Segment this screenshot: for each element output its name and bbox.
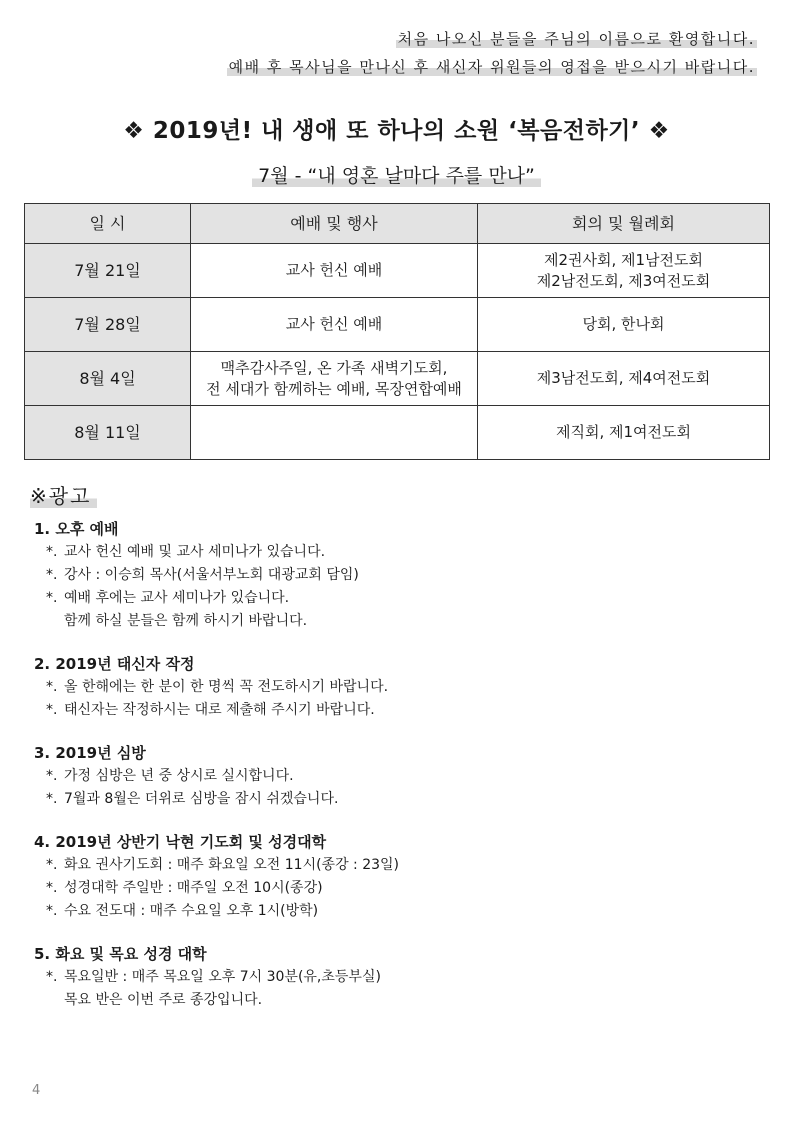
row-date: 7월 21일 bbox=[25, 244, 191, 298]
row-meetings: 제직회, 제1여전도회 bbox=[478, 406, 770, 460]
row-date: 7월 28일 bbox=[25, 298, 191, 352]
list-item bbox=[34, 676, 764, 699]
list-item bbox=[34, 541, 764, 564]
welcome-line-1: 처음 나오신 분들을 주님의 이름으로 환영합니다. bbox=[397, 30, 755, 48]
announcement-section bbox=[34, 742, 764, 811]
item-continuation: 목요 반은 이번 주로 종강입니다. bbox=[64, 992, 263, 1008]
item-text: 목요일반 : 매주 목요일 오후 7시 30분(유,초등부실) bbox=[64, 969, 381, 985]
bullet-marker: *. bbox=[46, 857, 58, 873]
event-line: 맥추감사주일, 온 가족 새벽기도회, bbox=[220, 358, 448, 377]
page-number: 4 bbox=[32, 1083, 41, 1098]
list-item bbox=[34, 765, 764, 788]
row-event: 교사 헌신 예배 bbox=[191, 244, 478, 298]
row-date: 8월 4일 bbox=[25, 352, 191, 406]
table-row bbox=[25, 352, 770, 406]
item-text: 예배 후에는 교사 세미나가 있습니다. bbox=[64, 590, 290, 606]
row-meetings: 제3남전도회, 제4여전도회 bbox=[478, 352, 770, 406]
schedule-header-row bbox=[25, 204, 770, 244]
list-item bbox=[34, 699, 764, 722]
item-text: 태신자는 작정하시는 대로 제출해 주시기 바랍니다. bbox=[64, 702, 375, 718]
table-row bbox=[25, 298, 770, 352]
bullet-marker: *. bbox=[46, 702, 58, 718]
table-row bbox=[25, 406, 770, 460]
bullet-marker: *. bbox=[46, 903, 58, 919]
row-event bbox=[191, 406, 478, 460]
announcement-section bbox=[34, 943, 764, 1012]
header-meetings: 회의 및 월례회 bbox=[478, 204, 770, 244]
item-text: 교사 헌신 예배 및 교사 세미나가 있습니다. bbox=[64, 544, 326, 560]
header-services: 예배 및 행사 bbox=[191, 204, 478, 244]
list-item bbox=[34, 877, 764, 900]
item-text: 성경대학 주일반 : 매주일 오전 10시(종강) bbox=[64, 880, 323, 896]
item-text: 올 한해에는 한 분이 한 명씩 꼭 전도하시기 바랍니다. bbox=[64, 679, 389, 695]
item-text: 강사 : 이승희 목사(서울서부노회 대광교회 담임) bbox=[64, 567, 359, 583]
row-event bbox=[191, 352, 478, 406]
item-text: 수요 전도대 : 매주 수요일 오후 1시(방학) bbox=[64, 903, 319, 919]
item-text: 7월과 8월은 더위로 심방을 잠시 쉬겠습니다. bbox=[64, 791, 339, 807]
announcements bbox=[34, 518, 764, 1032]
section-title: 4. 2019년 상반기 낙현 기도회 및 성경대학 bbox=[34, 833, 327, 851]
row-meetings: 당회, 한나회 bbox=[478, 298, 770, 352]
bullet-marker: *. bbox=[46, 590, 58, 606]
announcement-section bbox=[34, 831, 764, 923]
announcements-heading: ※광고 bbox=[30, 480, 97, 509]
bullet-marker: *. bbox=[46, 791, 58, 807]
bullet-marker: *. bbox=[46, 969, 58, 985]
bullet-marker: *. bbox=[46, 544, 58, 560]
meeting-line: 제2권사회, 제1남전도회 bbox=[543, 250, 704, 269]
bullet-marker: *. bbox=[46, 880, 58, 896]
list-item bbox=[34, 587, 764, 610]
welcome-line-2: 예배 후 목사님을 만나신 후 새신자 위원들의 영접을 받으시기 바랍니다. bbox=[228, 58, 755, 76]
bullet-marker: *. bbox=[46, 768, 58, 784]
bullet-marker: *. bbox=[46, 679, 58, 695]
row-date: 8월 11일 bbox=[25, 406, 191, 460]
section-title: 3. 2019년 심방 bbox=[34, 744, 146, 762]
item-text: 가정 심방은 년 중 상시로 실시합니다. bbox=[64, 768, 294, 784]
table-row bbox=[25, 244, 770, 298]
item-text: 화요 권사기도회 : 매주 화요일 오전 11시(종강 : 23일) bbox=[64, 857, 400, 873]
bullet-marker: *. bbox=[46, 567, 58, 583]
list-item bbox=[34, 854, 764, 877]
page-subtitle: 7월 - “내 영혼 날마다 주를 만나” bbox=[0, 161, 793, 188]
list-item bbox=[34, 900, 764, 923]
event-line: 전 세대가 함께하는 예배, 목장연합예배 bbox=[206, 379, 462, 398]
item-continuation: 함께 하실 분들은 함께 하시기 바랍니다. bbox=[64, 613, 308, 629]
list-item bbox=[34, 966, 764, 989]
list-item bbox=[34, 564, 764, 587]
section-title: 5. 화요 및 목요 성경 대학 bbox=[34, 945, 207, 963]
schedule-table bbox=[24, 203, 770, 460]
section-title: 1. 오후 예배 bbox=[34, 520, 119, 538]
list-item bbox=[34, 788, 764, 811]
header-datetime: 일 시 bbox=[25, 204, 191, 244]
announcement-section bbox=[34, 653, 764, 722]
row-meetings bbox=[478, 244, 770, 298]
meeting-line: 제2남전도회, 제3여전도회 bbox=[536, 271, 711, 290]
section-title: 2. 2019년 태신자 작정 bbox=[34, 655, 195, 673]
row-event: 교사 헌신 예배 bbox=[191, 298, 478, 352]
announcement-section bbox=[34, 518, 764, 633]
page-title: ❖ 2019년! 내 생애 또 하나의 소원 ‘복음전하기’ ❖ bbox=[123, 118, 670, 144]
